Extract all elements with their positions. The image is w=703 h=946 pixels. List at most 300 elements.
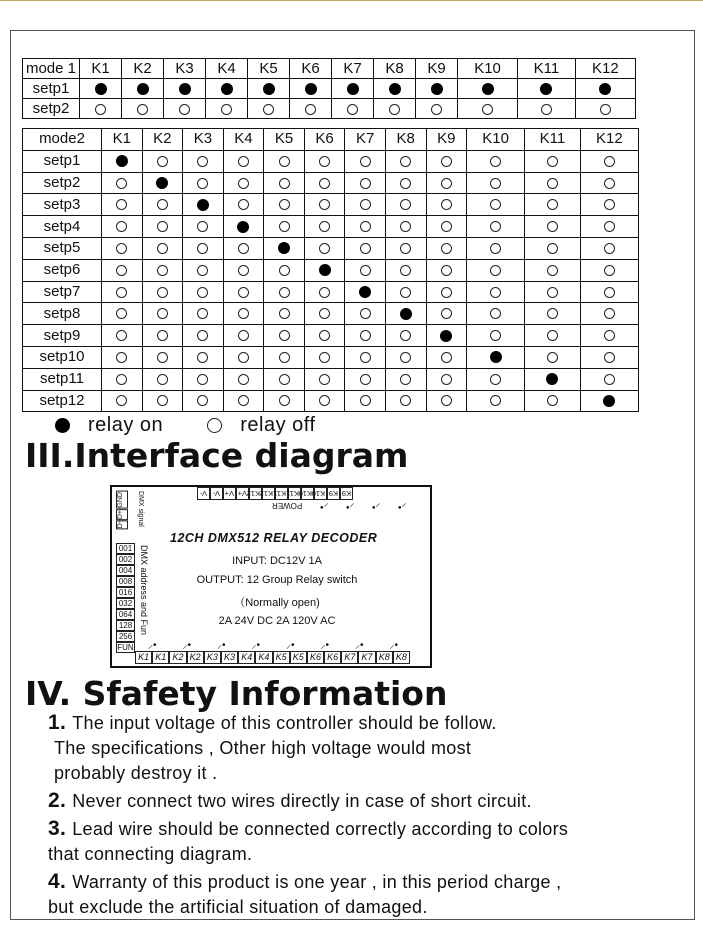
relay-cell	[525, 390, 581, 412]
relay-on-icon	[263, 83, 275, 95]
header-cell: mode 1	[23, 59, 80, 79]
relay-off-icon	[547, 156, 558, 167]
relay-off-icon	[490, 395, 501, 406]
table-row	[23, 368, 639, 390]
header-cell: K4	[206, 59, 248, 79]
relay-cell	[426, 346, 467, 368]
safety-item	[48, 869, 688, 920]
relay-cell	[183, 390, 224, 412]
relay-off-icon	[441, 243, 452, 254]
relay-off-icon	[279, 308, 290, 319]
relay-cell	[223, 216, 264, 238]
dmx-pin-label: D+	[116, 509, 128, 520]
relay-off-icon	[441, 178, 452, 189]
relay-cell	[304, 368, 345, 390]
relay-cell	[385, 281, 426, 303]
relay-off-icon	[319, 156, 330, 167]
relay-cell	[467, 172, 525, 194]
relay-off-icon	[547, 265, 558, 276]
relay-off-icon	[157, 287, 168, 298]
relay-cell	[223, 259, 264, 281]
relay-off-icon	[441, 221, 452, 232]
relay-on-icon	[389, 83, 401, 95]
relay-cell	[385, 303, 426, 325]
address-switch-label: 032	[116, 598, 135, 609]
relay-off-icon	[279, 287, 290, 298]
table-row	[23, 346, 639, 368]
relay-cell	[385, 194, 426, 216]
relay-off-icon	[116, 308, 127, 319]
terminal-label: V+	[237, 489, 247, 498]
terminal-label: K6	[307, 651, 324, 664]
relay-cell	[580, 390, 638, 412]
relay-cell	[345, 216, 386, 238]
relay-cell	[345, 281, 386, 303]
relay-off-icon	[400, 178, 411, 189]
relay-cell	[183, 259, 224, 281]
relay-off-icon	[360, 178, 371, 189]
header-cell: K11	[518, 59, 576, 79]
safety-item-text: that connecting diagram.	[48, 844, 253, 864]
relay-cell	[575, 99, 635, 119]
relay-off-icon	[604, 178, 615, 189]
header-cell: K12	[575, 59, 635, 79]
header-cell: K2	[142, 129, 183, 151]
relay-off-icon	[490, 265, 501, 276]
safety-list	[48, 710, 688, 922]
relay-cell	[304, 172, 345, 194]
relay-cell	[385, 150, 426, 172]
relay-cell	[264, 368, 305, 390]
relay-cell	[164, 79, 206, 99]
relay-off-icon	[116, 178, 127, 189]
relay-cell	[183, 325, 224, 347]
relay-cell	[102, 237, 143, 259]
relay-off-icon	[238, 265, 249, 276]
relay-off-icon	[400, 199, 411, 210]
relay-cell	[223, 194, 264, 216]
address-switch-label: FUN	[117, 643, 134, 652]
table-header-row	[23, 59, 636, 79]
relay-off-icon	[400, 352, 411, 363]
relay-cell	[467, 259, 525, 281]
relay-off-icon	[604, 308, 615, 319]
top-border-line	[0, 0, 703, 1]
terminal-label: K7	[341, 651, 358, 664]
header-cell: K10	[467, 129, 525, 151]
relay-cell	[467, 237, 525, 259]
diagram-rating: 2A 24V DC 2A 120V AC	[218, 615, 336, 627]
relay-cell	[580, 368, 638, 390]
relay-cell	[142, 259, 183, 281]
relay-cell	[580, 216, 638, 238]
relay-cell	[426, 390, 467, 412]
relay-cell	[345, 325, 386, 347]
relay-cell	[264, 150, 305, 172]
relay-cell	[290, 99, 332, 119]
terminal-label: K4	[255, 651, 272, 664]
relay-cell	[264, 325, 305, 347]
relay-cell	[345, 346, 386, 368]
safety-item	[48, 710, 688, 786]
relay-cell	[304, 281, 345, 303]
row-label: setp6	[23, 259, 102, 281]
header-cell: K7	[345, 129, 386, 151]
relay-off-icon	[441, 287, 452, 298]
terminal-label: V-	[197, 487, 210, 500]
relay-off-icon	[197, 395, 208, 406]
relay-cell	[426, 150, 467, 172]
relay-on-icon	[319, 264, 331, 276]
relay-off-icon	[116, 395, 127, 406]
address-switch-label: 001	[116, 543, 135, 554]
terminal-label: K2	[169, 651, 186, 664]
relay-off-icon	[238, 199, 249, 210]
header-cell: K8	[385, 129, 426, 151]
safety-item-text: probably destroy it .	[54, 763, 218, 783]
relay-off-icon	[279, 395, 290, 406]
relay-off-icon	[197, 156, 208, 167]
relay-switch-icon: ⸝•	[320, 501, 329, 512]
relay-cell	[580, 281, 638, 303]
relay-cell	[385, 325, 426, 347]
relay-cell	[142, 150, 183, 172]
terminal-label: K1	[135, 651, 152, 664]
relay-cell	[525, 237, 581, 259]
relay-off-icon	[441, 374, 452, 385]
address-switch-label: 064	[116, 609, 135, 620]
relay-cell	[525, 150, 581, 172]
relay-cell	[385, 172, 426, 194]
relay-cell	[304, 390, 345, 412]
relay-off-icon	[360, 352, 371, 363]
relay-switch-icon: ⸝•	[148, 640, 157, 651]
relay-cell	[264, 281, 305, 303]
relay-off-icon	[360, 330, 371, 341]
relay-cell	[142, 281, 183, 303]
relay-cell	[304, 259, 345, 281]
relay-on-icon	[431, 83, 443, 95]
header-cell: K11	[525, 129, 581, 151]
relay-on-icon	[156, 177, 168, 189]
relay-off-icon	[319, 178, 330, 189]
relay-off-icon	[116, 330, 127, 341]
relay-off-icon	[319, 395, 330, 406]
relay-off-icon	[238, 287, 249, 298]
terminal-label: K12	[259, 489, 273, 498]
relay-off-icon	[441, 156, 452, 167]
relay-cell	[102, 303, 143, 325]
relay-cell	[525, 194, 581, 216]
relay-off-icon	[441, 395, 452, 406]
relay-off-icon	[157, 265, 168, 276]
relay-cell	[525, 325, 581, 347]
relay-off-icon	[490, 374, 501, 385]
relay-cell	[142, 216, 183, 238]
relay-off-icon	[116, 287, 127, 298]
relay-on-icon	[540, 83, 552, 95]
relay-off-icon	[604, 156, 615, 167]
terminal-label: K1	[152, 651, 169, 664]
relay-cell	[223, 390, 264, 412]
relay-cell	[304, 150, 345, 172]
relay-cell	[467, 194, 525, 216]
terminal-label: V-	[210, 487, 223, 500]
relay-cell	[206, 99, 248, 119]
relay-cell	[580, 172, 638, 194]
relay-off-icon	[238, 352, 249, 363]
row-label: setp4	[23, 216, 102, 238]
relay-switch-icon: ⸝•	[398, 501, 407, 512]
address-block	[116, 543, 135, 653]
relay-off-icon	[604, 199, 615, 210]
row-label: setp2	[23, 99, 80, 119]
relay-off-icon	[360, 308, 371, 319]
relay-cell	[580, 259, 638, 281]
dmx-block	[116, 491, 138, 529]
relay-cell	[223, 325, 264, 347]
relay-cell	[206, 79, 248, 99]
relay-off-icon	[547, 178, 558, 189]
relay-on-icon	[599, 83, 611, 95]
relay-off-icon	[279, 352, 290, 363]
relay-cell	[183, 194, 224, 216]
relay-cell	[142, 368, 183, 390]
relay-off-icon	[400, 265, 411, 276]
safety-item-number: 1.	[48, 711, 73, 734]
relay-switch-icon: ⸝•	[251, 640, 261, 651]
relay-cell	[458, 79, 518, 99]
relay-off-icon	[319, 287, 330, 298]
relay-off-icon	[116, 199, 127, 210]
relay-cell	[102, 368, 143, 390]
terminal-label: K9	[341, 489, 351, 498]
relay-cell	[426, 368, 467, 390]
relay-cell	[426, 172, 467, 194]
relay-cell	[248, 99, 290, 119]
address-switch-label: 002	[116, 554, 135, 565]
relay-cell	[426, 325, 467, 347]
terminal-label: K3	[221, 651, 238, 664]
relay-cell	[102, 281, 143, 303]
relay-off-icon	[319, 330, 330, 341]
row-label: setp3	[23, 194, 102, 216]
relay-off-icon	[279, 374, 290, 385]
relay-cell	[142, 172, 183, 194]
diagram-input: INPUT: DC12V 1A	[232, 555, 322, 567]
relay-off-icon	[197, 178, 208, 189]
relay-off-icon	[604, 243, 615, 254]
terminal-label: K3	[204, 651, 221, 664]
safety-item-text: The input voltage of this controller should be follow.	[72, 713, 497, 733]
relay-cell	[525, 259, 581, 281]
relay-off-icon	[490, 178, 501, 189]
relay-off-icon	[279, 221, 290, 232]
relay-off-icon	[157, 243, 168, 254]
relay-cell	[518, 99, 576, 119]
relay-cell	[223, 150, 264, 172]
relay-off-icon	[279, 265, 290, 276]
header-cell: K1	[80, 59, 122, 79]
relay-cell	[183, 172, 224, 194]
relay-off-icon	[547, 330, 558, 341]
relay-cell	[142, 237, 183, 259]
header-cell: K4	[223, 129, 264, 151]
relay-cell	[80, 99, 122, 119]
safety-item	[48, 788, 688, 814]
table-row	[23, 237, 639, 259]
relay-cell	[164, 99, 206, 119]
safety-item	[48, 816, 688, 867]
relay-cell	[102, 390, 143, 412]
relay-cell	[525, 172, 581, 194]
terminal-label: K7	[358, 651, 375, 664]
relay-off-icon	[238, 308, 249, 319]
relay-cell	[183, 216, 224, 238]
relay-cell	[426, 259, 467, 281]
relay-off-icon	[95, 104, 106, 115]
relay-on-icon	[347, 83, 359, 95]
relay-off-icon	[541, 104, 552, 115]
table-row	[23, 281, 639, 303]
safety-item-number: 2.	[48, 789, 73, 812]
relay-off-icon	[279, 330, 290, 341]
relay-off-icon	[400, 395, 411, 406]
row-label: setp11	[23, 368, 102, 390]
address-switch-label: 256	[116, 631, 135, 642]
header-cell: mode2	[23, 129, 102, 151]
relay-off-icon	[207, 418, 222, 433]
relay-cell	[385, 390, 426, 412]
relay-cell	[183, 281, 224, 303]
relay-off-icon	[490, 199, 501, 210]
header-cell: K5	[264, 129, 305, 151]
mode2-table	[22, 128, 639, 412]
relay-switch-icon: ⸝•	[320, 640, 330, 651]
terminal-label: K9	[328, 489, 338, 498]
relay-cell	[264, 194, 305, 216]
relay-cell	[332, 79, 374, 99]
relay-off-icon	[604, 265, 615, 276]
row-label: setp7	[23, 281, 102, 303]
relay-off-icon	[604, 374, 615, 385]
relay-off-icon	[360, 156, 371, 167]
relay-off-icon	[179, 104, 190, 115]
terminal-label: K5	[273, 651, 290, 664]
relay-cell	[345, 172, 386, 194]
relay-off-icon	[604, 330, 615, 341]
table-row	[23, 99, 636, 119]
relay-cell	[264, 390, 305, 412]
header-cell: K9	[416, 59, 458, 79]
relay-off-icon	[197, 308, 208, 319]
relay-off-icon	[116, 221, 127, 232]
relay-off-icon	[490, 243, 501, 254]
relay-cell	[525, 346, 581, 368]
relay-cell	[525, 216, 581, 238]
relay-off-icon	[279, 178, 290, 189]
relay-cell	[290, 79, 332, 99]
row-label: setp10	[23, 346, 102, 368]
row-label: setp1	[23, 150, 102, 172]
relay-cell	[102, 216, 143, 238]
relay-off-icon	[400, 221, 411, 232]
relay-cell	[525, 281, 581, 303]
relay-off-icon	[547, 395, 558, 406]
relay-switch-icon: ⸝•	[346, 501, 355, 512]
relay-off-icon	[360, 221, 371, 232]
relay-cell	[458, 99, 518, 119]
relay-off-icon	[157, 308, 168, 319]
relay-off-icon	[305, 104, 316, 115]
relay-cell	[304, 325, 345, 347]
relay-on-icon	[179, 83, 191, 95]
dmx-pins	[116, 491, 138, 529]
relay-cell	[580, 346, 638, 368]
relay-off-icon	[319, 221, 330, 232]
relay-cell	[264, 216, 305, 238]
top-terminal-block	[197, 487, 353, 500]
relay-cell	[223, 172, 264, 194]
relay-cell	[80, 79, 122, 99]
mode1-table	[22, 58, 636, 119]
relay-on-icon	[55, 418, 70, 433]
table-row	[23, 194, 639, 216]
relay-cell	[385, 259, 426, 281]
relay-on-icon	[137, 83, 149, 95]
relay-off-icon	[319, 243, 330, 254]
relay-cell	[304, 346, 345, 368]
relay-off-icon	[157, 352, 168, 363]
relay-cell	[183, 368, 224, 390]
relay-off-icon	[197, 287, 208, 298]
relay-cell	[102, 172, 143, 194]
relay-cell	[580, 325, 638, 347]
relay-cell	[183, 150, 224, 172]
table-row	[23, 303, 639, 325]
terminal-label: V+	[224, 489, 234, 498]
relay-cell	[467, 150, 525, 172]
relay-cell	[580, 237, 638, 259]
relay-off-icon	[441, 352, 452, 363]
row-label: setp1	[23, 79, 80, 99]
relay-cell	[525, 303, 581, 325]
relay-switch-icon: ⸝•	[389, 640, 399, 651]
table-row	[23, 259, 639, 281]
header-cell: K5	[248, 59, 290, 79]
relay-off-icon	[157, 199, 168, 210]
row-label: setp9	[23, 325, 102, 347]
relay-cell	[525, 368, 581, 390]
safety-item-text: Warranty of this product is one year , in this period charge ,	[72, 872, 562, 892]
relay-off-icon	[197, 243, 208, 254]
relay-off-icon	[238, 178, 249, 189]
relay-cell	[345, 390, 386, 412]
bottom-terminal-block	[135, 651, 410, 664]
relay-cell	[385, 346, 426, 368]
dmx-label: DMX signal	[137, 491, 144, 527]
section4-title: IV. Sfafety Information	[25, 674, 448, 713]
safety-item-text: Never connect two wires directly in case of short circuit.	[72, 791, 532, 811]
relay-switch-icon: ⸝•	[182, 640, 192, 651]
relay-cell	[183, 237, 224, 259]
relay-cell	[580, 303, 638, 325]
terminal-label: K11	[286, 489, 299, 498]
relay-off-icon	[238, 156, 249, 167]
header-cell: K1	[102, 129, 143, 151]
relay-cell	[183, 303, 224, 325]
relay-off-icon	[547, 287, 558, 298]
